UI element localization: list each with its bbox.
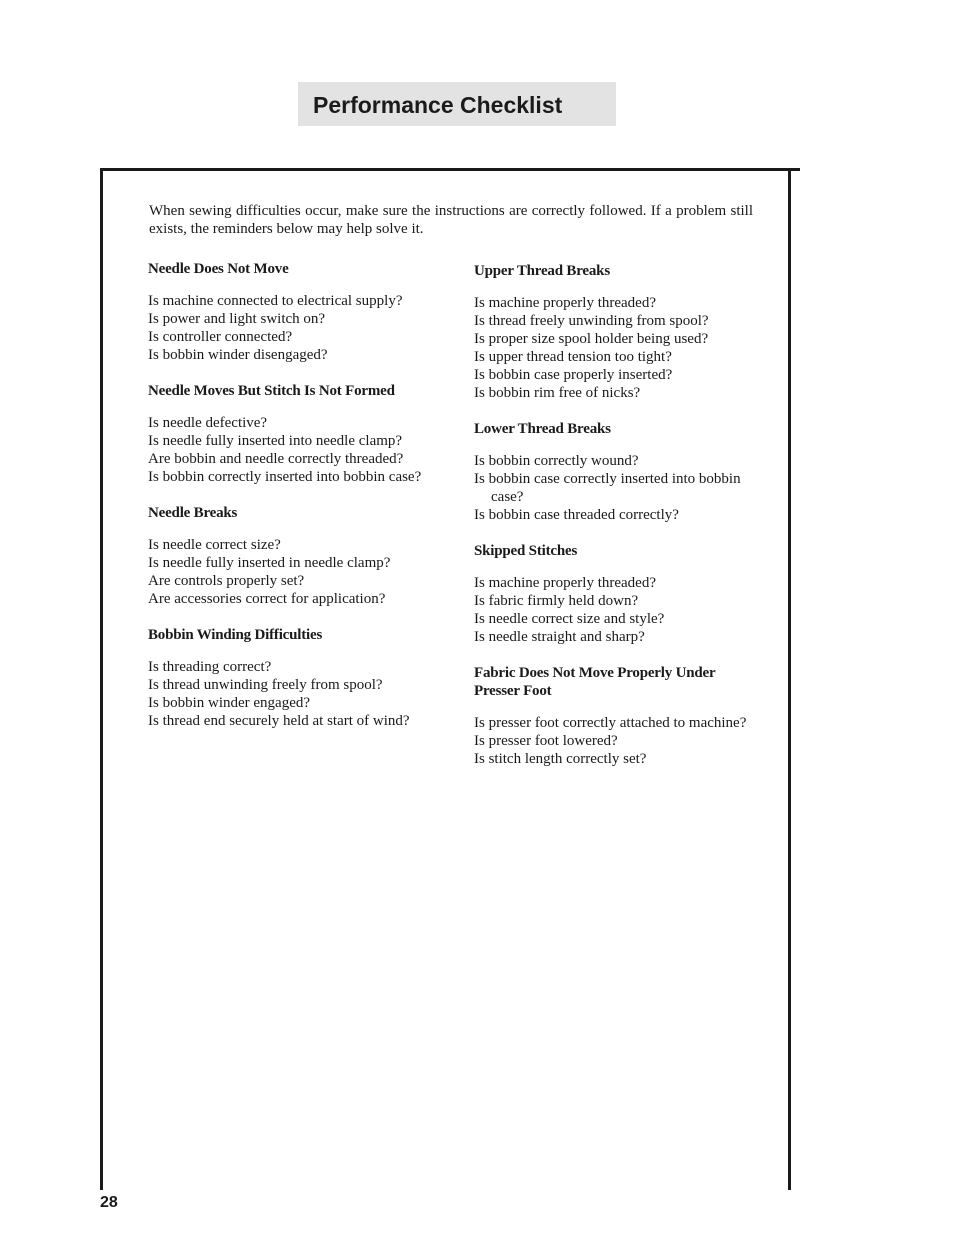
section-heading: Upper Thread Breaks — [474, 263, 610, 279]
checklist — [148, 658, 448, 730]
section-upper-thread-breaks — [474, 262, 764, 402]
left-column — [148, 260, 448, 730]
checklist-item: Is controller connected? — [148, 329, 293, 345]
checklist-item: Is needle defective? — [148, 415, 268, 431]
section-lower-thread-breaks — [474, 420, 764, 524]
checklist-item: Is bobbin correctly inserted into bobbin case? — [148, 469, 422, 485]
checklist-item: Is thread unwinding freely from spool? — [148, 677, 383, 693]
checklist-item: Is needle fully inserted into needle clamp? — [148, 433, 403, 449]
section-fabric-does-not-move — [474, 664, 764, 768]
checklist-item: Are accessories correct for application? — [148, 591, 386, 607]
section-heading: Needle Moves But Stitch Is Not Formed — [148, 383, 395, 399]
section-heading: Needle Breaks — [148, 505, 238, 521]
frame-right-rule — [788, 168, 791, 1190]
checklist — [148, 414, 448, 486]
frame-left-rule — [100, 168, 103, 1190]
checklist-item: Is presser foot correctly attached to machine? — [474, 715, 747, 731]
checklist-item: Is needle straight and sharp? — [474, 629, 645, 645]
frame-top-rule — [108, 168, 800, 171]
checklist-item: Is stitch length correctly set? — [474, 751, 647, 767]
intro-paragraph: When sewing difficulties occur, make sure the instructions are correctly followed. If a problem still exists, the reminders below may help solve it. — [149, 203, 753, 237]
checklist-item: Is thread end securely held at start of wind? — [148, 713, 410, 729]
checklist-item: Is needle correct size? — [148, 537, 281, 553]
checklist-item: Is machine properly threaded? — [474, 575, 656, 591]
checklist-item: Is threading correct? — [148, 659, 272, 675]
checklist — [474, 574, 764, 646]
checklist-item: Is bobbin winder engaged? — [148, 695, 311, 711]
section-heading: Lower Thread Breaks — [474, 421, 611, 437]
right-column — [474, 262, 764, 768]
section-heading: Skipped Stitches — [474, 543, 578, 559]
checklist — [474, 714, 764, 768]
page-number: 28 — [100, 1194, 118, 1211]
checklist-item: Is upper thread tension too tight? — [474, 349, 672, 365]
checklist-item: Is bobbin winder disengaged? — [148, 347, 328, 363]
section-heading: Fabric Does Not Move Properly Under Presser Foot — [474, 665, 716, 699]
section-heading: Needle Does Not Move — [148, 261, 289, 277]
checklist-item: Is bobbin rim free of nicks? — [474, 385, 641, 401]
checklist-item: Is needle correct size and style? — [474, 611, 665, 627]
checklist-item: Is bobbin correctly wound? — [474, 453, 639, 469]
checklist-item: Is fabric firmly held down? — [474, 593, 639, 609]
checklist — [148, 292, 448, 364]
section-bobbin-winding-difficulties — [148, 626, 448, 730]
checklist-item: Is power and light switch on? — [148, 311, 326, 327]
checklist-item: Are bobbin and needle correctly threaded? — [148, 451, 404, 467]
section-skipped-stitches — [474, 542, 764, 646]
checklist-item: Are controls properly set? — [148, 573, 305, 589]
checklist-item: Is machine connected to electrical supply? — [148, 293, 403, 309]
section-needle-does-not-move — [148, 260, 448, 364]
page-title: Performance Checklist — [298, 82, 616, 126]
section-needle-moves-stitch-not-formed — [148, 382, 448, 486]
checklist-item: Is bobbin case properly inserted? — [474, 367, 673, 383]
checklist-item: Is machine properly threaded? — [474, 295, 656, 311]
checklist — [474, 294, 764, 402]
checklist-item: Is needle fully inserted in needle clamp? — [148, 555, 391, 571]
checklist-item: Is bobbin case correctly inserted into bobbin case? — [474, 471, 741, 505]
checklist-item: Is proper size spool holder being used? — [474, 331, 709, 347]
checklist-item: Is presser foot lowered? — [474, 733, 618, 749]
checklist — [148, 536, 448, 608]
checklist — [474, 452, 764, 524]
section-heading: Bobbin Winding Difficulties — [148, 627, 323, 643]
section-needle-breaks — [148, 504, 448, 608]
checklist-item: Is thread freely unwinding from spool? — [474, 313, 709, 329]
checklist-item: Is bobbin case threaded correctly? — [474, 507, 679, 523]
